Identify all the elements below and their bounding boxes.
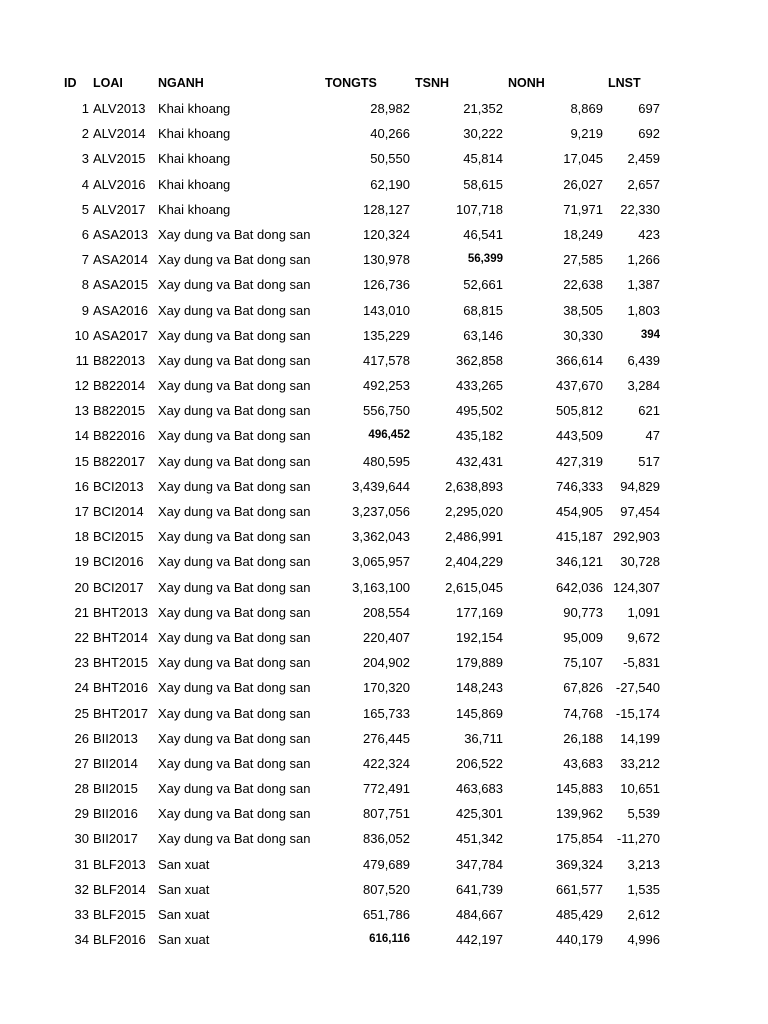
cell-nonh: 67,826	[563, 680, 603, 696]
cell-id: 28	[74, 781, 89, 797]
cell-tsnh: 45,814	[463, 151, 503, 167]
table-row	[0, 902, 768, 927]
cell-tsnh: 52,661	[463, 277, 503, 293]
cell-id: 12	[74, 378, 89, 394]
cell-lnst: 9,672	[627, 629, 660, 645]
cell-tongts: 3,362,043	[352, 529, 410, 545]
cell-tsnh: 107,718	[456, 201, 503, 217]
cell-loai: ASA2014	[93, 252, 148, 268]
cell-nganh: Xay dung va Bat dong san	[158, 755, 311, 771]
cell-tongts: 3,065,957	[352, 554, 410, 570]
cell-tsnh: 30,222	[463, 126, 503, 142]
table-row	[0, 197, 768, 222]
cell-nganh: San xuat	[158, 881, 210, 897]
cell-id: 27	[74, 755, 89, 771]
table-row	[0, 826, 768, 851]
cell-tongts: 3,439,644	[352, 478, 410, 494]
cell-tongts: 807,520	[363, 881, 410, 897]
cell-nonh: 437,670	[556, 378, 603, 394]
cell-id: 2	[81, 126, 89, 142]
cell-loai: BCI2013	[93, 478, 144, 494]
cell-nonh: 95,009	[563, 629, 603, 645]
cell-nonh: 75,107	[563, 655, 603, 671]
cell-lnst: 692	[638, 126, 660, 142]
cell-nganh: Xay dung va Bat dong san	[158, 579, 311, 595]
cell-loai: B822017	[93, 453, 146, 469]
cell-tsnh: 484,667	[456, 907, 503, 922]
cell-tsnh: 21,352	[463, 101, 503, 116]
table-row	[0, 499, 768, 524]
table-row	[0, 549, 768, 574]
cell-id: 22	[74, 629, 89, 645]
cell-lnst: -15,174	[615, 705, 660, 721]
cell-loai: B822015	[93, 403, 146, 419]
cell-lnst: 22,330	[620, 201, 660, 217]
cell-nganh: Xay dung va Bat dong san	[158, 781, 311, 797]
table-row	[0, 701, 768, 726]
cell-lnst: 2,612	[627, 907, 660, 922]
cell-tongts: 208,554	[363, 604, 410, 620]
cell-nonh: 38,505	[563, 302, 603, 318]
cell-nonh: 505,812	[556, 403, 603, 419]
cell-nganh: Xay dung va Bat dong san	[158, 629, 311, 645]
cell-lnst: 3,284	[627, 378, 660, 394]
table-row	[0, 600, 768, 625]
cell-nonh: 746,333	[556, 478, 603, 494]
cell-id: 32	[74, 881, 89, 897]
cell-nonh: 17,045	[563, 151, 603, 167]
cell-nonh: 90,773	[563, 604, 603, 620]
cell-nganh: Khai khoang	[158, 151, 231, 167]
cell-loai: BLF2013	[93, 856, 146, 872]
cell-nonh: 43,683	[563, 755, 603, 771]
cell-loai: ASA2017	[93, 327, 148, 343]
cell-tongts: 220,407	[363, 629, 410, 645]
cell-nganh: Xay dung va Bat dong san	[158, 504, 311, 519]
data-table	[0, 71, 768, 952]
cell-tsnh: 2,404,229	[445, 554, 503, 570]
cell-nonh: 346,121	[556, 554, 603, 570]
cell-tsnh: 58,615	[463, 176, 503, 192]
table-row	[0, 348, 768, 373]
cell-nganh: Xay dung va Bat dong san	[158, 604, 311, 620]
header-nganh: NGANH	[158, 76, 204, 90]
cell-nonh: 366,614	[556, 352, 603, 368]
cell-tongts: 62,190	[370, 176, 410, 192]
cell-nonh: 485,429	[556, 907, 603, 922]
cell-tsnh: 2,638,893	[445, 478, 503, 494]
cell-loai: B822013	[93, 352, 146, 368]
table-row	[0, 373, 768, 398]
cell-loai: BCI2016	[93, 554, 144, 570]
cell-tongts: 126,736	[363, 277, 410, 293]
cell-tongts: 135,229	[363, 327, 410, 343]
table-row	[0, 146, 768, 171]
cell-tsnh: 2,295,020	[445, 504, 503, 519]
cell-lnst: 4,996	[627, 932, 660, 948]
cell-tsnh: 442,197	[456, 932, 503, 948]
cell-nganh: Xay dung va Bat dong san	[158, 705, 311, 721]
cell-nonh: 443,509	[556, 428, 603, 444]
cell-loai: BHT2014	[93, 629, 148, 645]
cell-lnst: 697	[638, 101, 660, 116]
cell-loai: ASA2015	[93, 277, 148, 293]
cell-nganh: Xay dung va Bat dong san	[158, 655, 311, 671]
cell-tsnh: 68,815	[463, 302, 503, 318]
cell-nonh: 26,027	[563, 176, 603, 192]
cell-tsnh: 2,486,991	[445, 529, 503, 545]
cell-nonh: 661,577	[556, 881, 603, 897]
cell-lnst: 47	[645, 428, 660, 444]
cell-nganh: Xay dung va Bat dong san	[158, 403, 311, 419]
cell-id: 34	[74, 932, 89, 948]
cell-id: 9	[81, 302, 89, 318]
header-tsnh: TSNH	[415, 76, 450, 90]
cell-loai: ALV2013	[93, 101, 146, 116]
cell-nonh: 18,249	[563, 226, 603, 242]
cell-id: 31	[74, 856, 89, 872]
cell-tsnh: 36,711	[464, 730, 503, 746]
cell-lnst: -5,831	[623, 655, 660, 671]
cell-tongts: 616,116	[369, 933, 410, 946]
table-row	[0, 96, 768, 121]
cell-loai: BLF2015	[93, 907, 146, 922]
cell-nganh: Khai khoang	[158, 101, 231, 116]
cell-nganh: San xuat	[158, 856, 210, 872]
cell-lnst: 97,454	[620, 504, 660, 519]
cell-lnst: 517	[638, 453, 660, 469]
cell-id: 30	[74, 831, 89, 847]
cell-id: 21	[74, 604, 89, 620]
table-header-row	[0, 71, 768, 96]
cell-lnst: 2,459	[627, 151, 660, 167]
cell-nonh: 415,187	[556, 529, 603, 545]
cell-tongts: 128,127	[363, 201, 410, 217]
table-row	[0, 524, 768, 549]
cell-tsnh: 46,541	[463, 226, 503, 242]
table-row	[0, 423, 768, 448]
header-tongts: TONGTS	[325, 76, 377, 90]
cell-tsnh: 463,683	[456, 781, 503, 797]
cell-lnst: 6,439	[627, 352, 660, 368]
cell-nganh: Xay dung va Bat dong san	[158, 378, 311, 394]
cell-nganh: San xuat	[158, 907, 210, 922]
cell-lnst: 30,728	[620, 554, 660, 570]
cell-nonh: 642,036	[556, 579, 603, 595]
cell-lnst: 124,307	[613, 579, 660, 595]
table-row	[0, 172, 768, 197]
cell-loai: BHT2013	[93, 604, 148, 620]
cell-loai: B822014	[93, 378, 146, 394]
cell-tsnh: 432,431	[456, 453, 503, 469]
table-row	[0, 625, 768, 650]
cell-lnst: 621	[638, 403, 660, 419]
cell-nonh: 27,585	[563, 252, 603, 268]
cell-tongts: 40,266	[370, 126, 410, 142]
cell-id: 4	[81, 176, 89, 192]
cell-tongts: 50,550	[370, 151, 410, 167]
cell-lnst: 1,535	[627, 881, 660, 897]
cell-loai: BCI2015	[93, 529, 144, 545]
cell-loai: BII2015	[93, 781, 138, 797]
cell-nganh: Xay dung va Bat dong san	[158, 302, 311, 318]
cell-nganh: Xay dung va Bat dong san	[158, 831, 311, 847]
cell-nganh: Xay dung va Bat dong san	[158, 226, 311, 242]
table-row	[0, 449, 768, 474]
cell-tongts: 130,978	[363, 252, 410, 268]
cell-tsnh: 145,869	[456, 705, 503, 721]
cell-loai: BHT2015	[93, 655, 148, 671]
cell-nonh: 26,188	[563, 730, 603, 746]
cell-loai: BII2016	[93, 806, 138, 822]
cell-lnst: 1,387	[627, 277, 660, 293]
table-row	[0, 575, 768, 600]
cell-nganh: Khai khoang	[158, 201, 231, 217]
cell-tsnh: 362,858	[456, 352, 503, 368]
cell-tongts: 556,750	[363, 403, 410, 419]
table-row	[0, 474, 768, 499]
cell-tsnh: 641,739	[456, 881, 503, 897]
table-row	[0, 751, 768, 776]
cell-id: 8	[81, 277, 89, 293]
cell-id: 24	[74, 680, 89, 696]
cell-id: 11	[75, 352, 89, 368]
cell-tongts: 165,733	[363, 705, 410, 721]
cell-tongts: 120,324	[363, 226, 410, 242]
cell-tongts: 276,445	[363, 730, 410, 746]
cell-tsnh: 63,146	[463, 327, 503, 343]
cell-loai: ALV2016	[93, 176, 146, 192]
cell-id: 29	[74, 806, 89, 822]
cell-nganh: Xay dung va Bat dong san	[158, 730, 311, 746]
cell-nonh: 145,883	[556, 781, 603, 797]
cell-nonh: 427,319	[556, 453, 603, 469]
table-row	[0, 877, 768, 902]
cell-nonh: 8,869	[570, 101, 603, 116]
cell-tongts: 836,052	[363, 831, 410, 847]
cell-nonh: 440,179	[556, 932, 603, 948]
table-row	[0, 675, 768, 700]
cell-lnst: 292,903	[613, 529, 660, 545]
cell-id: 23	[74, 655, 89, 671]
cell-tsnh: 192,154	[456, 629, 503, 645]
cell-lnst: 5,539	[627, 806, 660, 822]
cell-tsnh: 177,169	[456, 604, 503, 620]
cell-loai: BLF2016	[93, 932, 146, 948]
cell-loai: BHT2017	[93, 705, 148, 721]
cell-loai: B822016	[93, 428, 146, 444]
cell-loai: BCI2014	[93, 504, 144, 519]
cell-nganh: San xuat	[158, 932, 210, 948]
cell-lnst: 1,091	[627, 604, 660, 620]
cell-id: 14	[74, 428, 89, 444]
header-id: ID	[64, 76, 77, 90]
cell-id: 15	[74, 453, 89, 469]
cell-nonh: 175,854	[556, 831, 603, 847]
table-row	[0, 298, 768, 323]
cell-tongts: 479,689	[363, 856, 410, 872]
cell-nganh: Xay dung va Bat dong san	[158, 806, 311, 822]
table-row	[0, 247, 768, 272]
table-row	[0, 726, 768, 751]
cell-nonh: 139,962	[556, 806, 603, 822]
cell-loai: BCI2017	[93, 579, 144, 595]
cell-nonh: 71,971	[563, 201, 603, 217]
table-row	[0, 776, 768, 801]
cell-tsnh: 435,182	[456, 428, 503, 444]
cell-nganh: Khai khoang	[158, 126, 231, 142]
cell-tongts: 807,751	[363, 806, 410, 822]
cell-tongts: 417,578	[363, 352, 410, 368]
cell-loai: BII2014	[93, 755, 138, 771]
cell-nganh: Xay dung va Bat dong san	[158, 327, 311, 343]
cell-nonh: 22,638	[563, 277, 603, 293]
cell-tsnh: 451,342	[456, 831, 503, 847]
table-row	[0, 121, 768, 146]
table-row	[0, 650, 768, 675]
table-row	[0, 801, 768, 826]
cell-nganh: Khai khoang	[158, 176, 231, 192]
cell-lnst: 1,266	[627, 252, 660, 268]
cell-tsnh: 495,502	[456, 403, 503, 419]
cell-lnst: 2,657	[627, 176, 660, 192]
cell-id: 13	[74, 403, 89, 419]
cell-loai: ALV2015	[93, 151, 146, 167]
cell-nganh: Xay dung va Bat dong san	[158, 680, 311, 696]
cell-lnst: 14,199	[620, 730, 660, 746]
cell-tsnh: 56,399	[467, 253, 503, 266]
cell-nonh: 74,768	[563, 705, 603, 721]
cell-id: 26	[74, 730, 89, 746]
cell-tongts: 772,491	[363, 781, 410, 797]
table-row	[0, 927, 768, 952]
cell-tongts: 651,786	[363, 907, 410, 922]
header-lnst: LNST	[608, 76, 641, 90]
cell-nganh: Xay dung va Bat dong san	[158, 529, 311, 545]
cell-tongts: 3,163,100	[352, 579, 410, 595]
cell-nganh: Xay dung va Bat dong san	[158, 277, 311, 293]
cell-id: 10	[74, 327, 89, 343]
cell-nganh: Xay dung va Bat dong san	[158, 478, 311, 494]
cell-loai: ALV2014	[93, 126, 146, 142]
cell-loai: BII2017	[93, 831, 138, 847]
cell-nonh: 30,330	[563, 327, 603, 343]
cell-lnst: -27,540	[615, 680, 660, 696]
cell-id: 16	[74, 478, 89, 494]
cell-lnst: -11,270	[616, 831, 660, 847]
cell-tongts: 496,452	[368, 429, 410, 442]
cell-tongts: 422,324	[363, 755, 410, 771]
cell-tsnh: 347,784	[456, 856, 503, 872]
cell-id: 1	[81, 101, 89, 116]
table-row	[0, 398, 768, 423]
cell-nonh: 9,219	[570, 126, 603, 142]
cell-loai: BHT2016	[93, 680, 148, 696]
cell-nganh: Xay dung va Bat dong san	[158, 352, 311, 368]
cell-tongts: 480,595	[363, 453, 410, 469]
table-row	[0, 272, 768, 297]
cell-lnst: 394	[640, 328, 660, 341]
cell-tongts: 28,982	[370, 101, 410, 116]
table-row	[0, 323, 768, 348]
cell-tsnh: 433,265	[456, 378, 503, 394]
cell-tongts: 170,320	[363, 680, 410, 696]
cell-nganh: Xay dung va Bat dong san	[158, 453, 311, 469]
cell-loai: ASA2013	[93, 226, 148, 242]
cell-id: 25	[74, 705, 89, 721]
cell-id: 3	[81, 151, 89, 167]
cell-nonh: 454,905	[556, 504, 603, 519]
cell-id: 18	[74, 529, 89, 545]
cell-tsnh: 179,889	[456, 655, 503, 671]
cell-tongts: 492,253	[363, 378, 410, 394]
cell-id: 33	[74, 907, 89, 922]
cell-tsnh: 206,522	[456, 755, 503, 771]
table-row	[0, 222, 768, 247]
cell-lnst: 33,212	[620, 755, 660, 771]
cell-lnst: 3,213	[627, 856, 660, 872]
cell-nganh: Xay dung va Bat dong san	[158, 554, 311, 570]
cell-nganh: Xay dung va Bat dong san	[158, 252, 311, 268]
cell-lnst: 423	[638, 226, 660, 242]
cell-loai: BII2013	[93, 730, 138, 746]
cell-tongts: 143,010	[363, 302, 410, 318]
cell-loai: ALV2017	[93, 201, 146, 217]
cell-lnst: 10,651	[620, 781, 660, 797]
table-row	[0, 852, 768, 877]
cell-id: 5	[81, 201, 89, 217]
cell-loai: BLF2014	[93, 881, 146, 897]
cell-id: 17	[74, 504, 89, 519]
cell-lnst: 94,829	[620, 478, 660, 494]
cell-tongts: 204,902	[363, 655, 410, 671]
table-body	[0, 96, 768, 952]
cell-tsnh: 425,301	[456, 806, 503, 822]
cell-id: 19	[74, 554, 89, 570]
cell-loai: ASA2016	[93, 302, 148, 318]
cell-tsnh: 2,615,045	[445, 579, 503, 595]
cell-tsnh: 148,243	[456, 680, 503, 696]
cell-lnst: 1,803	[627, 302, 660, 318]
cell-nonh: 369,324	[556, 856, 603, 872]
cell-nganh: Xay dung va Bat dong san	[158, 428, 311, 444]
cell-tongts: 3,237,056	[352, 504, 410, 519]
cell-id: 6	[81, 226, 89, 242]
cell-id: 20	[74, 579, 89, 595]
header-nonh: NONH	[508, 76, 545, 90]
header-loai: LOAI	[93, 76, 123, 90]
cell-id: 7	[81, 252, 89, 268]
